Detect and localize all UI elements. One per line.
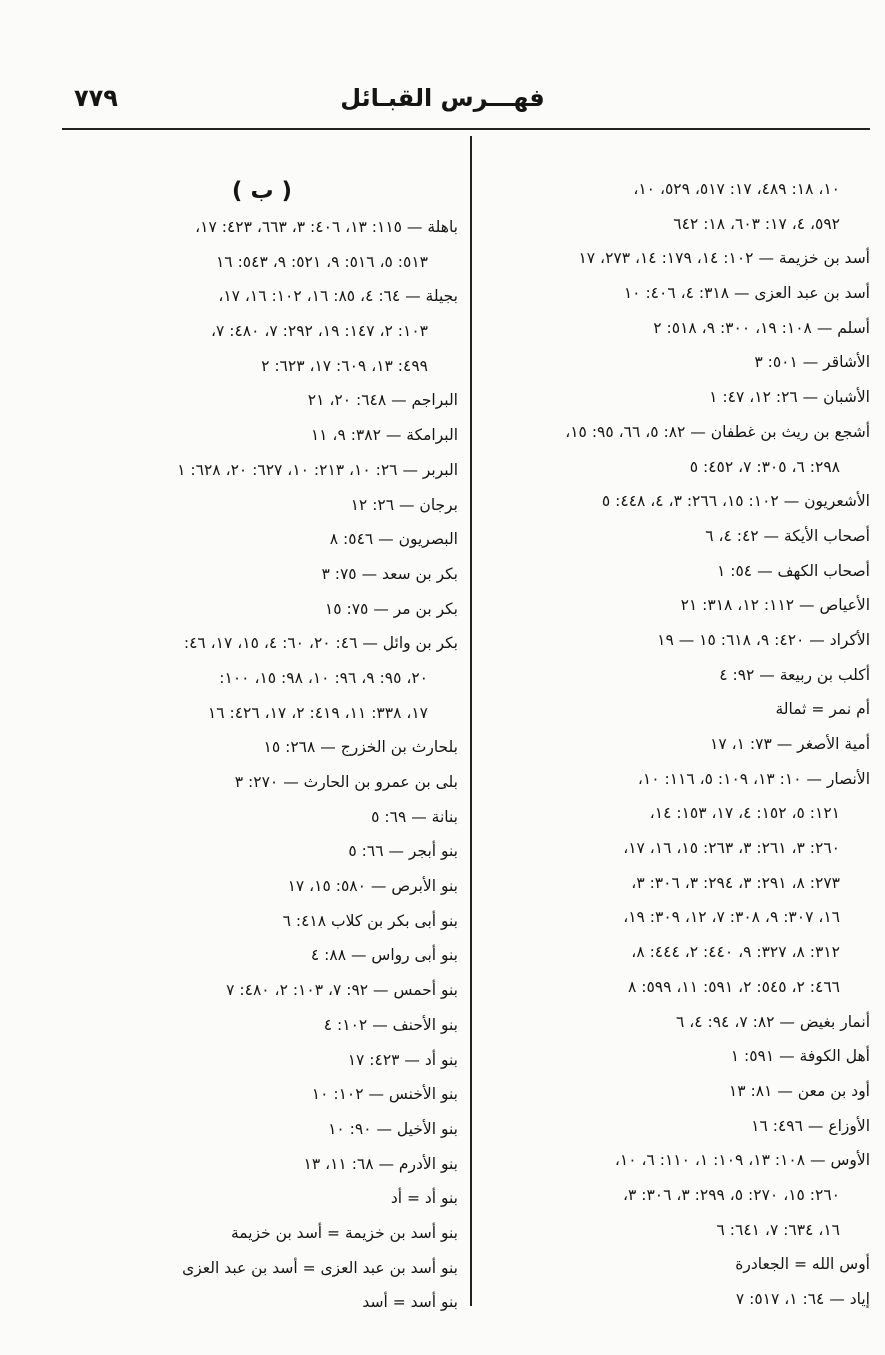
index-entry-line: ٤٦٦: ٢، ٥٤٥: ٢، ٥٩١: ١١، ٥٩٩: ٨ — [627, 977, 840, 996]
index-entry-line: بنو أد = أد — [390, 1189, 458, 1208]
index-entry-line: أصحاب الأيكة — ٤٢: ٤، ٦ — [705, 526, 870, 545]
index-entry-line: بلى بن عمرو بن الحارث — ٢٧٠: ٣ — [234, 773, 458, 791]
index-entry-line: أم نمر = ثمالة — [775, 700, 870, 719]
index-entry-line: ١٧، ٣٣٨: ١١، ٤١٩: ٢، ١٧، ٤٢٦: ١٦ — [207, 703, 428, 722]
index-entry-line: الأشاقر — ٥٠١: ٣ — [754, 353, 870, 372]
index-entry-line: أود بن معن — ٨١: ١٣ — [728, 1081, 870, 1100]
column-divider — [470, 136, 472, 1306]
index-entry-line: ٢٦٠: ١٥، ٢٧٠: ٥، ٢٩٩: ٣، ٣٠٦: ٣، — [622, 1185, 840, 1204]
index-entry-line: البرامكة — ٣٨٢: ٩، ١١ — [310, 426, 458, 445]
index-entry-line: بنو الأبرص — ٥٨٠: ١٥، ١٧ — [287, 877, 458, 896]
left-column — [66, 172, 458, 1320]
header-divider — [62, 128, 870, 130]
index-entry-line: بنو أبى بكر بن كلاب ٤١٨: ٦ — [282, 911, 458, 930]
index-entry-line: بلحارث بن الخزرج — ٢٦٨: ١٥ — [263, 738, 458, 757]
index-entry-line: ١٢١: ٥، ١٥٢: ٤، ١٧، ١٥٣: ١٤، — [649, 804, 840, 823]
index-entry-line: الأنصار — ١٠: ١٣، ١٠٩: ٥، ١١٦: ١٠، — [637, 769, 870, 788]
index-entry-line: أسلم — ١٠٨: ١٩، ٣٠٠: ٩، ٥١٨: ٢ — [653, 318, 870, 337]
index-entry-line: بنو الأدرم — ٦٨: ١١، ١٣ — [303, 1154, 458, 1173]
index-entry-line: بنو الأخنس — ١٠٢: ١٠ — [311, 1085, 458, 1104]
index-entry-line: الأشبان — ٢٦: ١٢، ٤٧: ١ — [709, 388, 870, 407]
index-entry-line: أسد بن خزيمة — ١٠٢: ١٤، ١٧٩: ١٤، ٢٧٣، ١٧ — [578, 249, 870, 268]
index-entry-line: البصريون — ٥٤٦: ٨ — [329, 530, 458, 549]
right-column — [486, 172, 870, 1317]
index-entry-line: بنو أبى رواس — ٨٨: ٤ — [310, 946, 458, 965]
index-entry-line: الأوس — ١٠٨: ١٣، ١٠٩: ١، ١١٠: ٦، ١٠، — [614, 1151, 870, 1170]
index-entry-line: ٢٦٠: ٣، ٢٦١: ٣، ٢٦٣: ١٥، ١٦، ١٧، — [623, 839, 840, 858]
index-entry-line: أهل الكوفة — ٥٩١: ١ — [730, 1047, 870, 1066]
index-entry-line: بكر بن سعد — ٧٥: ٣ — [321, 564, 458, 583]
index-entry-line: بنو أحمس — ٩٢: ٧، ١٠٣: ٢، ٤٨٠: ٧ — [226, 981, 458, 1000]
index-entry-line: الأعياص — ١١٢: ١٢، ٣١٨: ٢١ — [680, 596, 870, 615]
index-entry-line: بنانة — ٦٩: ٥ — [371, 807, 458, 826]
index-entry-line: الأكراد — ٤٢٠: ٩، ٦١٨: ١٥ — ١٩ — [657, 630, 870, 649]
index-entry-line: البراجم — ٦٤٨: ٢٠، ٢١ — [307, 391, 458, 410]
index-entry-line: بنو أسد بن خزيمة = أسد بن خزيمة — [231, 1223, 458, 1242]
index-entry-line: ٣١٢: ٨، ٣٢٧: ٩، ٤٤٠: ٢، ٤٤٤: ٨، — [631, 943, 840, 962]
index-entry-line: بنو أسد بن عبد العزى = أسد بن عبد العزى — [182, 1258, 458, 1277]
index-entry-line: ١٦، ٣٠٧: ٩، ٣٠٨: ٧، ١٢، ٣٠٩: ١٩، — [623, 908, 840, 927]
index-entry-line: ١٦، ٦٣٤: ٧، ٦٤١: ٦ — [716, 1220, 840, 1239]
index-entry-line: ٢٧٣: ٨، ٢٩١: ٣، ٢٩٤: ٣، ٣٠٦: ٣، — [631, 873, 840, 892]
page-number: ٧٧٩ — [74, 84, 118, 112]
index-entry-line: بنو الأحنف — ١٠٢: ٤ — [323, 1015, 458, 1034]
index-entry-line: بنو أسد = أسد — [362, 1293, 458, 1312]
index-entry-line: بنو أبجر — ٦٦: ٥ — [348, 842, 458, 861]
index-entry-line: بنو الأخيل — ٩٠: ١٠ — [328, 1119, 458, 1138]
index-entry-line: الأوزاع — ٤٩٦: ١٦ — [751, 1116, 870, 1135]
index-entry-line: أشجع بن ريث بن غطفان — ٨٢: ٥، ٦٦، ٩٥: ١٥، — [565, 422, 870, 441]
index-entry-line: بكر بن مر — ٧٥: ١٥ — [324, 599, 458, 618]
index-entry-line: ٢٩٨: ٦، ٣٠٥: ٧، ٤٥٢: ٥ — [689, 457, 840, 476]
index-entry-line: ٥٩٢، ٤، ١٧: ٦٠٣، ١٨: ٦٤٢ — [673, 214, 840, 233]
index-entry-line: أسد بن عبد العزى — ٣١٨: ٤، ٤٠٦: ١٠ — [623, 284, 870, 303]
index-entry-line: أمية الأصغر — ٧٣: ١، ١٧ — [710, 735, 870, 753]
index-entry-line: ٤٩٩: ١٣، ٦٠٩: ١٧، ٦٢٣: ٢ — [261, 356, 428, 375]
index-entry-line: بكر بن وائل — ٤٦: ٢٠، ٦٠: ٤، ١٥، ١٧، ٤٦: — [183, 634, 458, 653]
index-entry-line: ٥١٣: ٥، ٥١٦: ٩، ٥٢١: ٩، ٥٤٣: ١٦ — [215, 252, 428, 271]
index-entry-line: أوس الله = الجعادرة — [735, 1255, 870, 1274]
index-entry-line: ٢٠، ٩٥: ٩، ٩٦: ١٠، ٩٨: ١٥، ١٠٠: — [219, 668, 428, 687]
index-entry-line: بجيلة — ٦٤: ٤، ٨٥: ١٦، ١٠٢: ١٦، ١٧، — [218, 287, 458, 306]
index-entry-line: أصحاب الكهف — ٥٤: ١ — [717, 561, 870, 580]
index-entry-line: أكلب بن ربيعة — ٩٢: ٤ — [719, 665, 870, 684]
index-entry-line: ١٠، ١٨: ٤٨٩، ١٧: ٥١٧، ٥٢٩، ١٠، — [633, 180, 840, 198]
index-entry-line: ١٠٣: ٢، ١٤٧: ١٩، ٢٩٢: ٧، ٤٨٠: ٧، — [210, 322, 428, 341]
index-entry-line: إياد — ٦٤: ١، ٥١٧: ٧ — [735, 1290, 870, 1308]
index-entry-line: أنمار بغيض — ٨٢: ٧، ٩٤: ٤، ٦ — [675, 1012, 870, 1031]
index-entry-line: بنو أد — ٤٢٣: ١٧ — [347, 1050, 458, 1069]
index-entry-line: الأشعريون — ١٠٢: ١٥، ٢٦٦: ٣، ٤، ٤٤٨: ٥ — [601, 492, 870, 511]
section-letter: ( ب ) — [231, 178, 293, 204]
index-entry-line: باهلة — ١١٥: ١٣، ٤٠٦: ٣، ٦٦٣، ٤٢٣: ١٧، — [195, 218, 458, 236]
page-title: فهـــرس القبـائل — [340, 84, 545, 112]
index-entry-line: البربر — ٢٦: ١٠، ٢١٣: ١٠، ٦٢٧: ٢٠، ٦٢٨: ١ — [177, 460, 458, 479]
index-entry-line: برجان — ٢٦: ١٢ — [350, 495, 458, 514]
